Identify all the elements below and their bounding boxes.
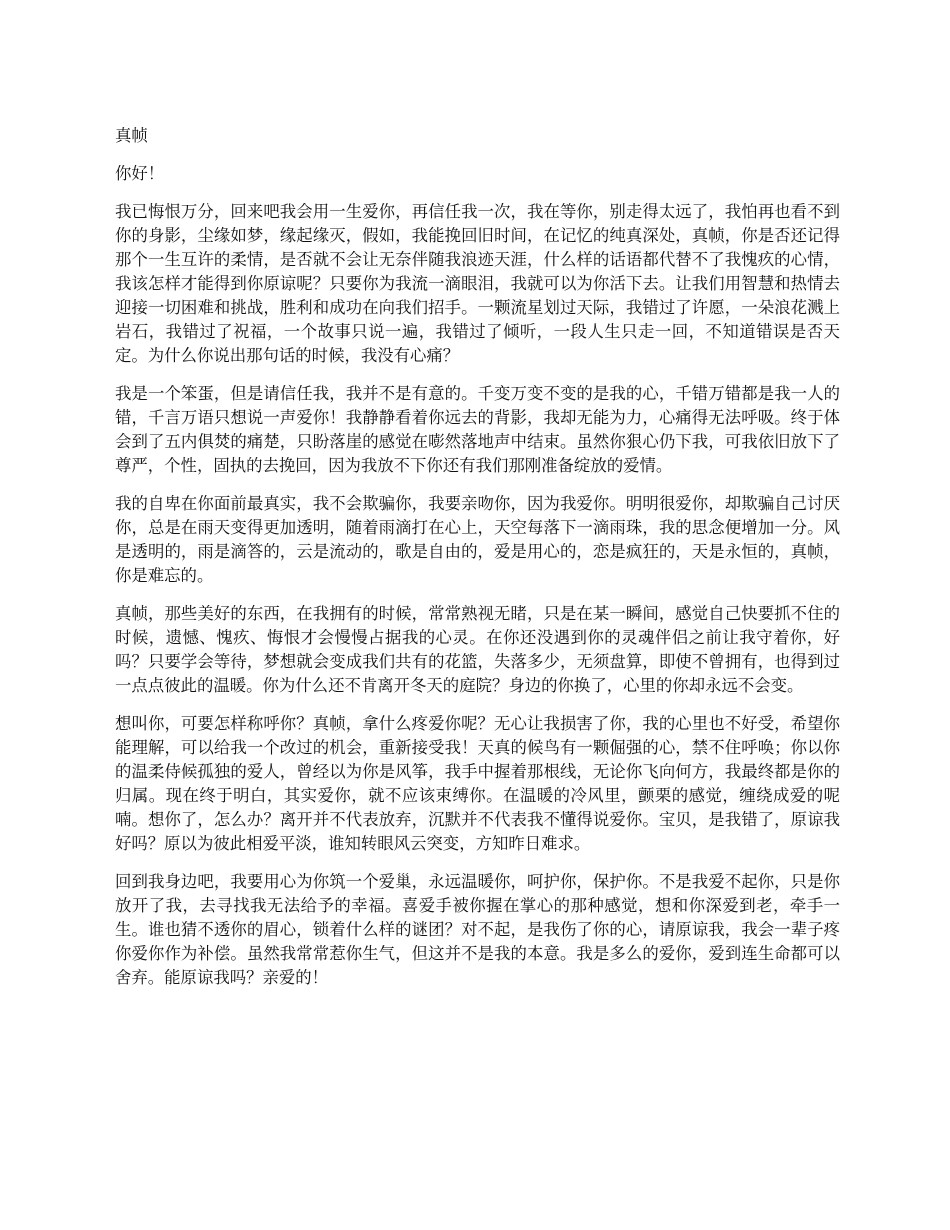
paragraph-4: 真帧，那些美好的东西，在我拥有的时候，常常熟视无睹，只是在某一瞬间，感觉自己快要抓不住的时候，遗憾、愧疚、悔恨才会慢慢占据我的心灵。在你还没遇到你的灵魂伴侣之前让我守着你，好吗？只要学会等待，梦想就会变成我们共有的花篮，失落多少，无须盘算，即使不曾拥有，也得到过一点点彼此的温暖。你为什么还不肯离开冬天的庭院？身边的你换了，心里的你却永远不会变。	[115, 604, 840, 695]
paragraph-2: 我是一个笨蛋，但是请信任我，我并不是有意的。千变万变不变的是我的心，千错万错都是我一人的错，千言万语只想说一声爱你！我静静看着你远去的背影，我却无能为力，心痛得无法呼吸。终于体会到了五内俱焚的痛楚，只盼落崖的感觉在嘭然落地声中结束。虽然你狠心仍下我，可我依旧放下了尊严，个性，固执的去挽回，因为我放不下你还有我们那刚准备绽放的爱情。	[115, 384, 840, 475]
greeting: 你好！	[115, 164, 165, 183]
salutation: 真帧	[115, 126, 148, 145]
paragraph-3: 我的自卑在你面前最真实，我不会欺骗你，我要亲吻你，因为我爱你。明明很爱你，却欺骗自己讨厌你，总是在雨天变得更加透明，随着雨滴打在心上，天空每落下一滴雨珠，我的思念便增加一分。风是透明的，雨是滴答的，云是流动的，歌是自由的，爱是用心的，恋是疯狂的，天是永恒的，真帧，你是难忘的。	[115, 494, 840, 585]
paragraph-1: 我已悔恨万分，回来吧我会用一生爱你，再信任我一次，我在等你，别走得太远了，我怕再也看不到你的身影，尘缘如梦，缘起缘灭，假如，我能挽回旧时间，在记忆的纯真深处，真帧，你是否还记得那个一生互许的柔情，是否就不会让无奈伴随我浪迹天涯，什么样的话语都代替不了我愧疚的心情，我该怎样才能得到你原谅呢？只要你为我流一滴眼泪，我就可以为你活下去。让我们用智慧和热情去迎接一切困难和挑战，胜利和成功在向我们招手。一颗流星划过天际，我错过了许愿，一朵浪花溅上岩石，我错过了祝福，一个故事只说一遍，我错过了倾听，一段人生只走一回，不知道错误是否天定。为什么你说出那句话的时候，我没有心痛？	[115, 202, 840, 365]
paragraph-5: 想叫你，可要怎样称呼你？真帧，拿什么疼爱你呢？无心让我损害了你，我的心里也不好受，希望你能理解，可以给我一个改过的机会，重新接受我！天真的候鸟有一颗倔强的心，禁不住呼唤；你以你的温柔侍候孤独的爱人，曾经以为你是风筝，我手中握着那根线，无论你飞向何方，我最终都是你的归属。现在终于明白，其实爱你，就不应该束缚你。在温暖的冷风里，颤栗的感觉，缠绕成爱的呢喃。想你了，怎么办？离开并不代表放弃，沉默并不代表我不懂得说爱你。宝贝，是我错了，原谅我好吗？原以为彼此相爱平淡，谁知转眼风云突变，方知昨日难求。	[115, 714, 840, 853]
letter-body	[115, 124, 840, 990]
paragraph-6: 回到我身边吧，我要用心为你筑一个爱巢，永远温暖你，呵护你，保护你。不是我爱不起你，只是你放开了我，去寻找我无法给予的幸福。喜爱手被你握在掌心的那种感觉，想和你深爱到老，牵手一生。谁也猜不透你的眉心，锁着什么样的谜团？对不起，是我伤了你的心，请原谅我，我会一辈子疼你爱你作为补偿。虽然我常常惹你生气，但这并不是我的本意。我是多么的爱你，爱到连生命都可以舍弃。能原谅我吗？亲爱的！	[115, 872, 840, 987]
